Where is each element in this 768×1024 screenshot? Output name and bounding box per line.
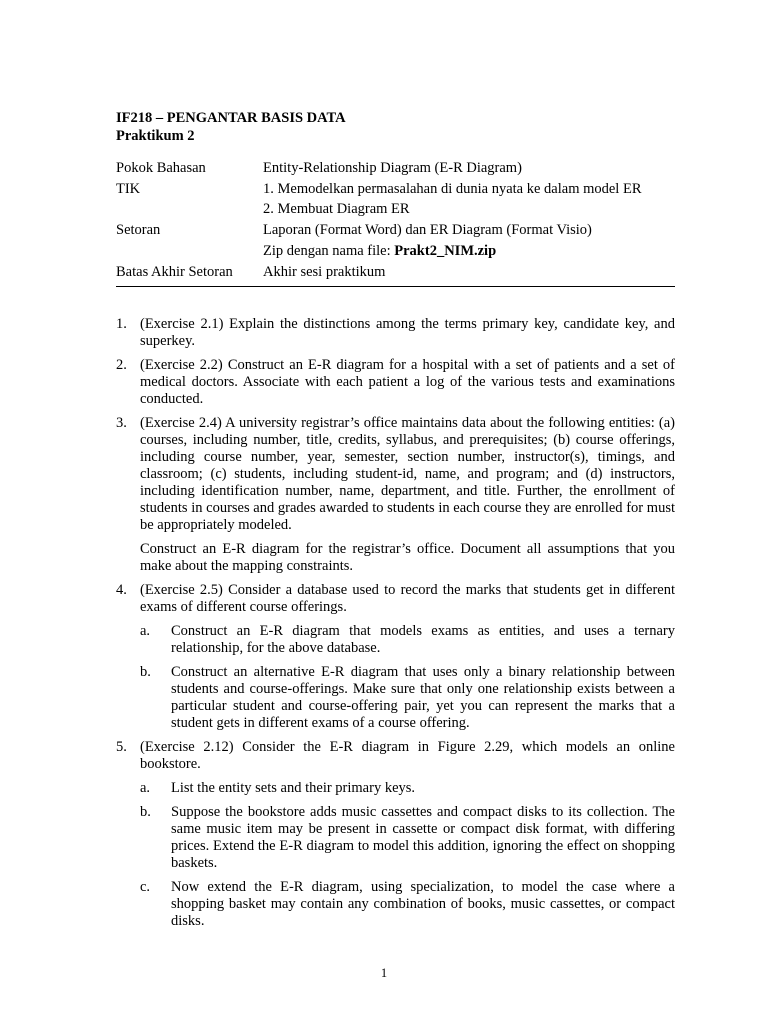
sub-item (140, 623, 675, 657)
item-text: (Exercise 2.5) Consider a database used to record the marks that students get in different exams of different course offerings. (140, 582, 675, 616)
sub-item (140, 879, 675, 930)
meta-row-tik (116, 179, 675, 200)
meta-label: Setoran (116, 222, 161, 239)
meta-label: Batas Akhir Setoran (116, 263, 233, 280)
document-page (116, 109, 675, 937)
meta-value: Laporan (Format Word) dan ER Diagram (Format Visio) (263, 222, 592, 239)
exercise-item (116, 739, 675, 930)
meta-row-pokok (116, 158, 675, 179)
item-number: 1. (116, 316, 127, 333)
meta-row-setoran (116, 220, 675, 241)
meta-row-tik-2 (116, 199, 675, 220)
exercise-item (116, 316, 675, 350)
item-body (140, 357, 675, 408)
exercise-list (116, 316, 675, 930)
item-body (140, 582, 675, 732)
meta-value: Entity-Relationship Diagram (E-R Diagram) (263, 160, 522, 176)
zip-filename: Prakt2_NIM.zip (394, 242, 497, 259)
meta-label-empty (116, 199, 263, 220)
meta-value: Akhir sesi praktikum (263, 263, 386, 280)
item-text: Construct an E-R diagram for the registrar’s office. Document all assumptions that you make about the mapping constraints. (140, 541, 675, 575)
divider (116, 286, 675, 287)
page-number: 1 (380, 966, 388, 980)
item-body (140, 316, 675, 350)
exercise-item (116, 582, 675, 732)
item-number: 4. (116, 582, 127, 599)
meta-label: TIK (116, 180, 141, 197)
meta-label: Pokok Bahasan (116, 160, 206, 176)
sub-item-text: List the entity sets and their primary keys. (171, 780, 416, 797)
sub-item-text: Suppose the bookstore adds music cassettes and compact disks to its collection. The same music item may be present in cassette or compact disk format, with differing prices. Extend the E-R diagram to model this addition, ignoring the effect on shopping baskets. (171, 804, 675, 872)
item-text: (Exercise 2.1) Explain the distinctions among the terms primary key, candidate key, and superkey. (140, 316, 675, 350)
exercise-item (116, 357, 675, 408)
meta-value: 2. Membuat Diagram ER (263, 201, 410, 218)
sub-item-text: Construct an alternative E-R diagram that uses only a binary relationship between students and course-offerings. Make sure that only one relationship exists between a particular student and course-offering pair, yet you can represent the marks that a student gets in different exams of a course offering. (171, 664, 675, 732)
sub-item-letter: a. (140, 623, 151, 640)
assignment-info (116, 158, 675, 287)
sub-item (140, 780, 675, 797)
sub-item-letter: b. (140, 804, 151, 821)
item-text: (Exercise 2.4) A university registrar’s office maintains data about the following entities: (a) courses, including number, title, credits, syllabus, and prerequisites; (b) course offerings, including course number, year, semester, section number, instructor(s), timings, and classroom; (c) students, including student-id, name, and program; and (d) instructors, including identification number, name, department, and title. Further, the enrollment of students in courses and grades awarded to students in each course they are enrolled for must be appropriately modeled. (140, 415, 675, 534)
item-body (140, 739, 675, 930)
sub-item-letter: b. (140, 664, 151, 681)
course-title: IF218 – PENGANTAR BASIS DATA (116, 110, 346, 126)
exercise-item (116, 415, 675, 575)
meta-label-empty (116, 241, 263, 262)
practicum-title: Praktikum 2 (116, 128, 195, 144)
item-number: 5. (116, 739, 127, 756)
item-text: (Exercise 2.12) Consider the E-R diagram in Figure 2.29, which models an online bookstore. (140, 739, 675, 773)
sub-item (140, 804, 675, 872)
item-body (140, 415, 675, 575)
item-number: 2. (116, 357, 127, 374)
meta-value: 1. Memodelkan permasalahan di dunia nyata ke dalam model ER (263, 180, 642, 197)
sub-item-letter: a. (140, 780, 151, 797)
sub-item (140, 664, 675, 732)
meta-row-setoran-2 (116, 241, 675, 262)
sub-item-letter: c. (140, 879, 151, 896)
meta-row-batas (116, 262, 675, 283)
item-number: 3. (116, 415, 127, 432)
zip-instruction: Zip dengan nama file: (263, 242, 395, 259)
meta-value (263, 241, 675, 262)
sub-item-text: Construct an E-R diagram that models exams as entities, and uses a ternary relationship, for the above database. (171, 623, 675, 657)
item-text: (Exercise 2.2) Construct an E-R diagram for a hospital with a set of patients and a set of medical doctors. Associate with each patient a log of the various tests and examinations conducted. (140, 357, 675, 408)
sub-item-text: Now extend the E-R diagram, using specialization, to model the case where a shopping basket may contain any combination of books, music cassettes, or compact disks. (171, 879, 675, 930)
